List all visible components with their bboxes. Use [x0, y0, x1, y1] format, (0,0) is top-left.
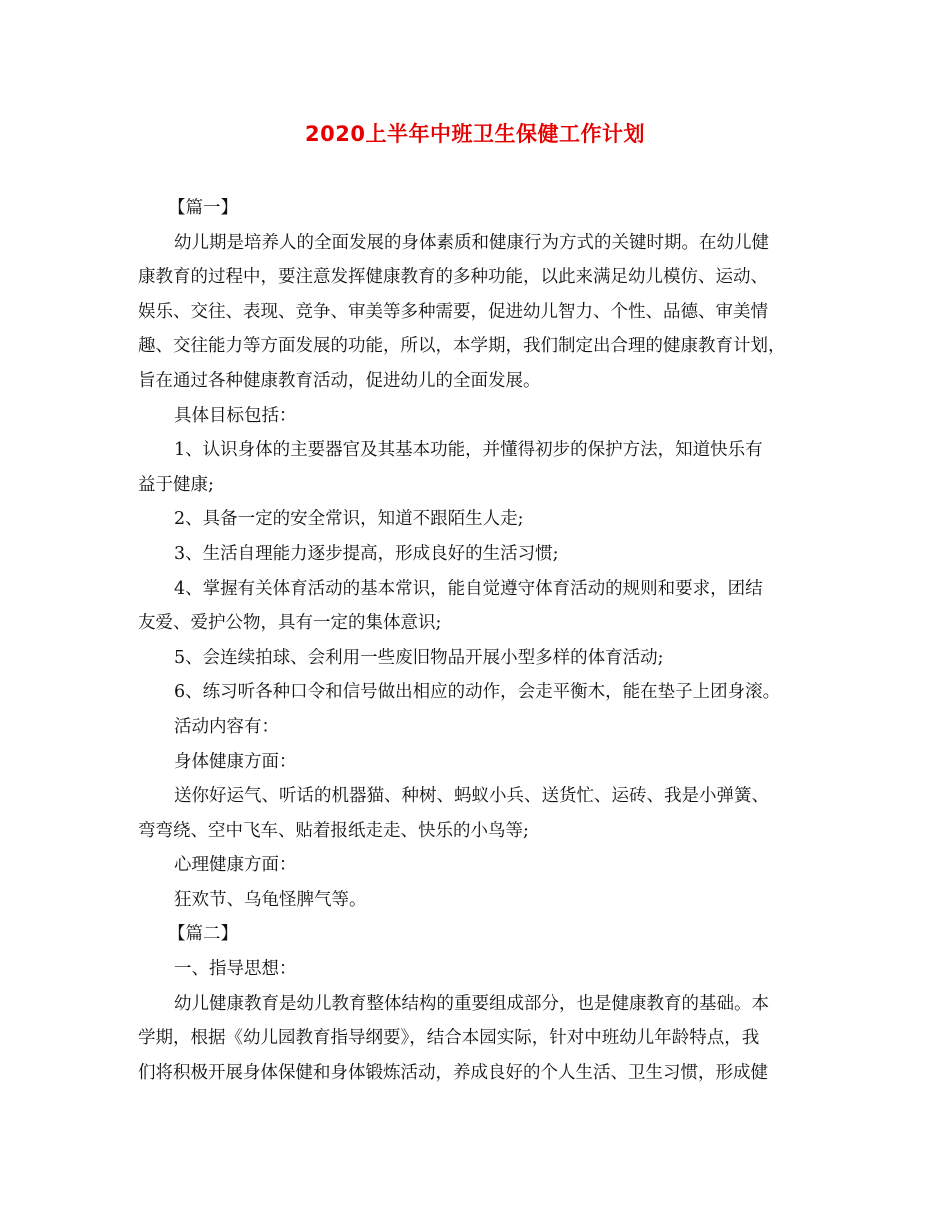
- body-line: 学期，根据《幼儿园教育指导纲要》，结合本园实际，针对中班幼儿年龄特点，我: [138, 1028, 760, 1049]
- section-heading: 【篇二】: [168, 924, 238, 945]
- body-line: 康教育的过程中，要注意发挥健康教育的多种功能，以此来满足幼儿模仿、运动、: [138, 267, 768, 288]
- body-line: 友爱、爱护公物，具有一定的集体意识;: [138, 613, 442, 634]
- body-line: 一、指导思想：: [174, 959, 297, 980]
- body-line: 旨在通过各种健康教育活动，促进幼儿的全面发展。: [138, 370, 541, 391]
- body-line: 5、会连续拍球、会利用一些废旧物品开展小型多样的体育活动;: [174, 647, 664, 668]
- body-line: 狂欢节、乌龟怪脾气等。: [174, 889, 367, 910]
- document-body: [138, 191, 818, 1090]
- body-line: 送你好运气、听话的机器猫、种树、蚂蚁小兵、送货忙、运砖、我是小弹簧、: [174, 786, 769, 807]
- body-line: 趣、交往能力等方面发展的功能，所以，本学期，我们制定出合理的健康教育计划，: [138, 336, 786, 357]
- body-line: 益于健康;: [138, 474, 214, 495]
- body-line: 1、认识身体的主要器官及其基本功能，并懂得初步的保护方法，知道快乐有: [174, 440, 763, 461]
- body-line: 6、练习听各种口令和信号做出相应的动作，会走平衡木，能在垫子上团身滚。: [174, 682, 781, 703]
- document-title: 2020上半年中班卫生保健工作计划: [305, 122, 645, 146]
- body-line: 4、掌握有关体育活动的基本常识，能自觉遵守体育活动的规则和要求，团结: [174, 578, 763, 599]
- body-line: 3、生活自理能力逐步提高，形成良好的生活习惯;: [174, 543, 559, 564]
- body-line: 活动内容有：: [174, 716, 279, 737]
- body-line: 弯弯绕、空中飞车、贴着报纸走走、快乐的小鸟等;: [138, 820, 529, 841]
- body-line: 们将积极开展身体保健和身体锻炼活动，养成良好的个人生活、卫生习惯，形成健: [138, 1062, 768, 1083]
- body-line: 身体健康方面：: [174, 751, 297, 772]
- body-line: 幼儿健康教育是幼儿教育整体结构的重要组成部分，也是健康教育的基础。本: [174, 993, 769, 1014]
- body-line: 具体目标包括：: [174, 405, 297, 426]
- body-line: 2、具备一定的安全常识，知道不跟陌生人走;: [174, 509, 524, 530]
- body-line: 幼儿期是培养人的全面发展的身体素质和健康行为方式的关键时期。在幼儿健: [174, 232, 769, 253]
- section-heading: 【篇一】: [168, 198, 238, 218]
- body-line: 娱乐、交往、表现、竞争、审美等多种需要，促进幼儿智力、个性、品德、审美情: [138, 301, 768, 322]
- body-line: 心理健康方面：: [174, 855, 297, 876]
